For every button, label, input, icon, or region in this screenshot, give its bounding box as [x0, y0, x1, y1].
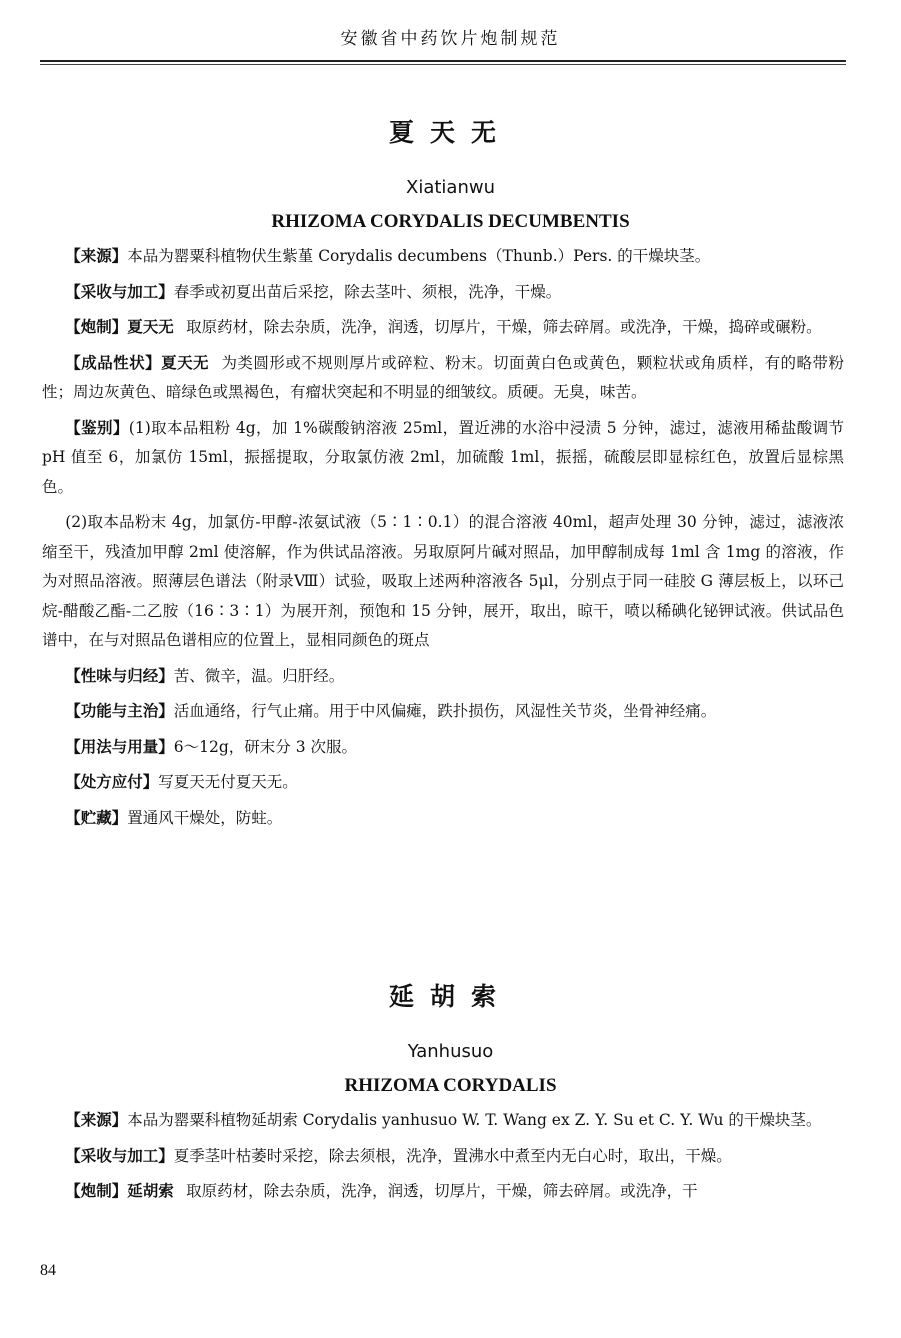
characters-label: 【成品性状】	[65, 353, 162, 372]
dosage-text: 6～12g，研末分 3 次服。	[173, 737, 357, 756]
entry1-title: 夏天无	[388, 118, 512, 147]
processing-name: 夏天无	[127, 318, 174, 336]
function-label: 【功能与主治】	[65, 702, 174, 720]
entry1-source	[42, 242, 844, 272]
dosage-label: 【用法与用量】	[65, 737, 174, 756]
source-text: 本品为罂粟科植物伏生紫堇 Corydalis decumbens（Thunb.）Pers. 的干燥块茎。	[127, 247, 711, 265]
entry2-body	[42, 1106, 844, 1213]
processing-label: 【炮制】	[65, 318, 128, 336]
entry1-function	[42, 697, 844, 727]
header-rule-thick	[40, 60, 846, 62]
characters-text: 为类圆形或不规则厚片或碎粒、粉末。切面黄白色或黄色，颗粒状或角质样，有的略带粉性；周边灰黄色、暗绿色或黑褐色，有瘤状突起和不明显的细皱纹。质硬。无臭，味苦。	[42, 353, 844, 401]
nature-text: 苦、微辛，温。归肝经。	[173, 666, 345, 685]
identification-label: 【鉴别】	[65, 418, 129, 437]
processing-name: 延胡索	[127, 1182, 174, 1200]
source-label: 【来源】	[65, 247, 128, 265]
entry1-body	[42, 242, 844, 839]
harvest-text: 夏季茎叶枯萎时采挖，除去须根，洗净，置沸水中煮至内无白心时，取出，干燥。	[173, 1146, 732, 1165]
nature-label: 【性味与归经】	[65, 666, 174, 685]
entry1-prescription	[42, 768, 844, 798]
entry2-title: 延胡索	[388, 982, 512, 1011]
entry2-harvest	[42, 1142, 844, 1172]
processing-text: 取原药材，除去杂质，洗净，润透，切厚片，干燥，筛去碎屑。或洗净，干	[186, 1182, 698, 1200]
entry2-pinyin: Yanhusuo	[407, 1041, 494, 1062]
entry2-processing	[42, 1177, 844, 1207]
characters-name: 夏天无	[161, 353, 210, 372]
storage-label: 【贮藏】	[65, 808, 128, 827]
harvest-label: 【采收与加工】	[65, 282, 174, 301]
source-label: 【来源】	[65, 1111, 128, 1129]
storage-text: 置通风干燥处，防蛀。	[127, 808, 283, 827]
prescription-label: 【处方应付】	[65, 773, 159, 791]
entry1-nature	[42, 662, 844, 692]
prescription-text: 写夏天无付夏天无。	[158, 773, 298, 791]
source-text: 本品为罂粟科植物延胡索 Corydalis yanhusuo W. T. Wang ex Z. Y. Su et C. Y. Wu 的干燥块茎。	[127, 1111, 822, 1129]
header-rule-thin	[40, 64, 846, 65]
entry1-characters	[42, 349, 844, 408]
entry2-latin-name: RHIZOMA CORYDALIS	[344, 1075, 557, 1096]
entry1-storage	[42, 804, 844, 834]
function-text: 活血通络，行气止痛。用于中风偏瘫，跌扑损伤，风湿性关节炎，坐骨神经痛。	[173, 702, 717, 720]
page-number: 84	[40, 1262, 56, 1279]
entry1-dosage	[42, 733, 844, 763]
entry1-identification-2: (2)取本品粉末 4g，加氯仿-甲醇-浓氨试液（5∶1∶0.1）的混合溶液 40ml，超声处理 30 分钟，滤过，滤液浓缩至干，残渣加甲醇 2ml 使溶解，作为供试品溶液。另取原阿片碱对照品，加甲醇制成每 1ml 含 1mg 的溶液，作为对照品溶液。照薄层色谱法（附录Ⅷ）试验，吸取上述两种溶液各 5μl，分别点于同一硅胶 G 薄层板上，以环己烷-醋酸乙酯-二乙胺（16∶3∶1）为展开剂，预饱和 15 分钟，展开，取出，晾干，喷以稀碘化铋钾试液。供试品色谱中，在与对照品色谱相应的位置上，显相同颜色的斑点	[42, 513, 844, 649]
entry1-identification-1	[42, 414, 844, 503]
entry2-source	[42, 1106, 844, 1136]
harvest-text: 春季或初夏出苗后采挖，除去茎叶、须根，洗净，干燥。	[173, 282, 562, 301]
harvest-label: 【采收与加工】	[65, 1146, 174, 1165]
entry1-pinyin: Xiatianwu	[406, 177, 495, 198]
processing-label: 【炮制】	[65, 1182, 128, 1200]
entry1-harvest	[42, 278, 844, 308]
entry1-latin-name: RHIZOMA CORYDALIS DECUMBENTIS	[271, 211, 630, 232]
running-header: 安徽省中药饮片炮制规范	[340, 29, 561, 49]
entry1-processing	[42, 313, 844, 343]
processing-text: 取原药材，除去杂质，洗净，润透，切厚片，干燥，筛去碎屑。或洗净，干燥，捣碎或碾粉。	[186, 318, 822, 336]
identification-text-1: (1)取本品粗粉 4g，加 1%碳酸钠溶液 25ml，置近沸的水浴中浸渍 5 分钟，滤过，滤液用稀盐酸调节 pH 值至 6，加氯仿 15ml，振摇提取，分取氯仿液 2ml，加硫酸 1ml，振摇，硫酸层即显棕红色，放置后显棕黑色。	[42, 418, 844, 496]
